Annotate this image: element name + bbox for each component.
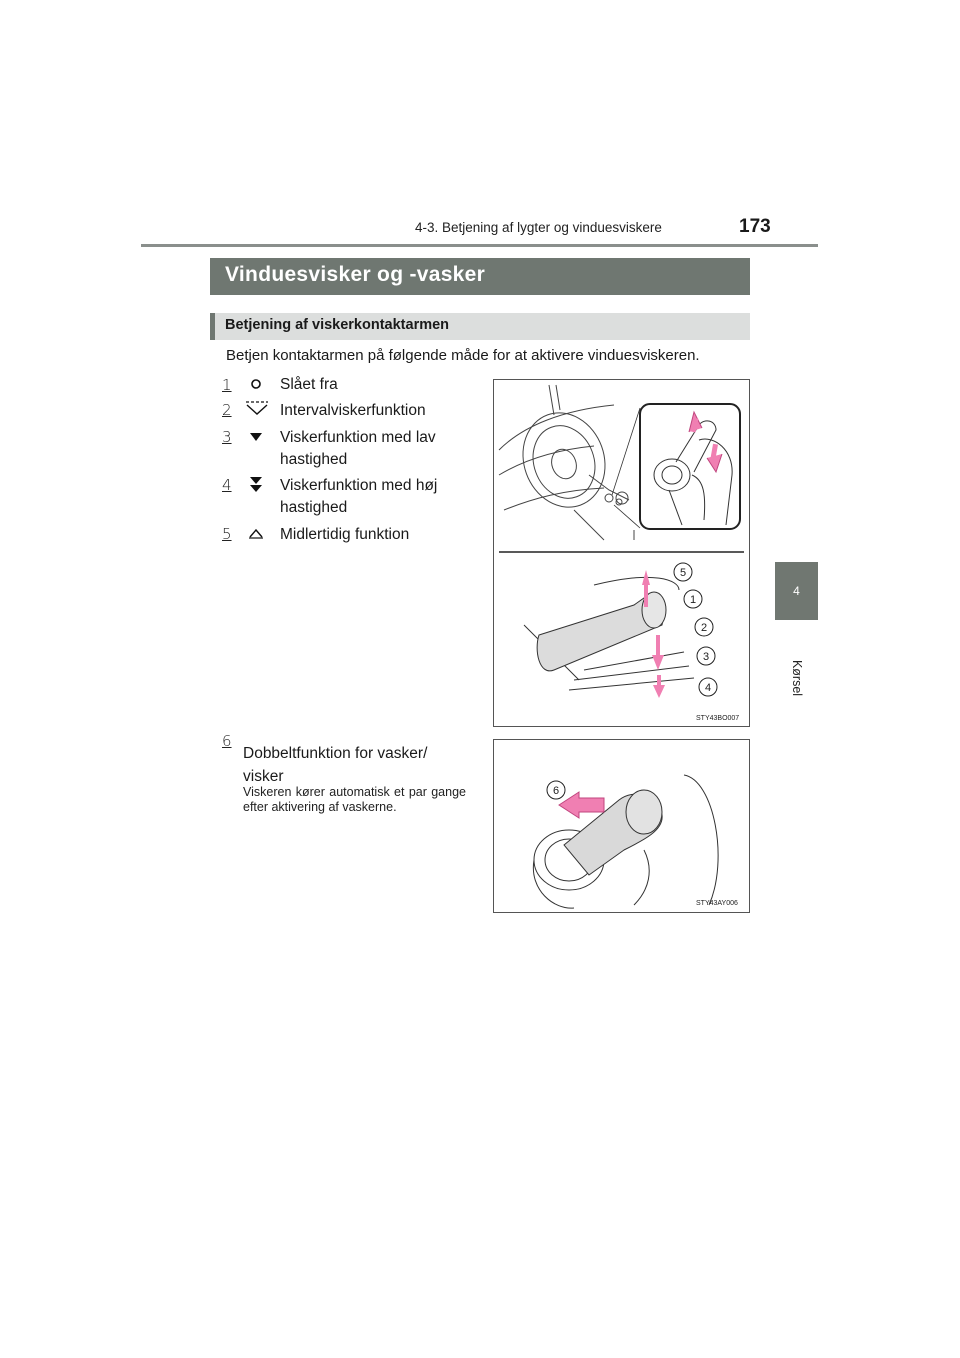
item-number: 2 — [222, 401, 232, 419]
item-label: Slået fra — [280, 376, 338, 393]
item-number: 1 — [222, 376, 232, 394]
item-number: 4 — [222, 476, 232, 494]
running-header-section: 4-3. Betjening af lygter og vinduesviskere — [415, 220, 662, 235]
item-number: 3 — [222, 428, 232, 446]
item-label: Intervalviskerfunktion — [280, 402, 426, 419]
item-label: Viskerfunktion med høj hastighed — [280, 477, 438, 516]
figure-code: STY43AY006 — [696, 900, 738, 907]
subsection-title: Betjening af viskerkontaktarmen — [210, 313, 750, 340]
chapter-number: 4 — [793, 584, 800, 598]
callout-4: 4 — [704, 682, 712, 694]
triangle-down-icon — [245, 431, 267, 447]
washer-description: Viskeren kører automatisk et par gange efter aktivering af vaskerne. — [243, 785, 466, 814]
wiper-lever-figure — [493, 379, 750, 727]
chapter-tab[interactable] — [775, 562, 818, 620]
item-number: 6 — [222, 732, 232, 750]
washer-lever-figure — [493, 739, 750, 913]
wiper-lever-illustration — [494, 380, 749, 726]
off-circle-icon — [245, 378, 267, 394]
page-number: 173 — [739, 216, 771, 237]
callout-6: 6 — [552, 785, 560, 797]
double-triangle-down-icon — [245, 476, 267, 494]
intermittent-wiper-icon — [245, 400, 269, 416]
header-divider — [141, 244, 818, 247]
chapter-label: Kørsel — [790, 659, 804, 697]
item-label: Midlertidig funktion — [280, 526, 410, 543]
mist-triangle-up-icon — [245, 527, 267, 543]
washer-title: Dobbeltfunktion for vasker/ visker — [243, 745, 428, 785]
item-label: Viskerfunktion med lav hastighed — [280, 429, 436, 468]
callout-2: 2 — [700, 622, 708, 634]
intro-text: Betjen kontaktarmen på følgende måde for at aktivere vinduesviskeren. — [226, 347, 700, 364]
callout-3: 3 — [702, 651, 710, 663]
callout-1: 1 — [689, 594, 697, 606]
section-title: Vinduesvisker og -vasker — [210, 258, 750, 295]
callout-5: 5 — [679, 567, 687, 579]
figure-code: STY43BO007 — [696, 715, 740, 722]
washer-lever-illustration — [494, 740, 749, 912]
item-number: 5 — [222, 525, 232, 543]
